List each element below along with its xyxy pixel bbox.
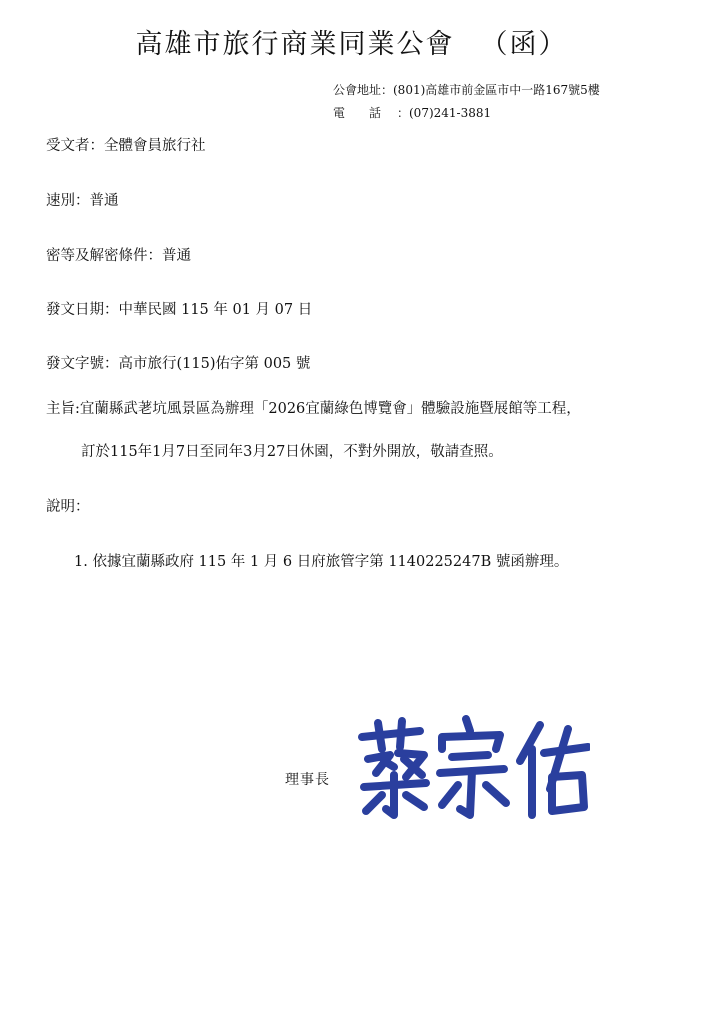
signature-image (354, 715, 590, 820)
phone-label: 電 話 (333, 106, 382, 120)
speed-line: 速別：普通 (46, 193, 119, 209)
signature-seal (354, 715, 590, 820)
explanation-item: 1. 依據宜蘭縣政府 115 年 1 月 6 日府旅管字第 1140225247B 號函辦理。 (74, 554, 569, 570)
org-phone (333, 104, 491, 121)
org-address: 公會地址：(801)高雄市前金區市中一路167號5樓 (333, 83, 600, 97)
recipient-line: 受文者：全體會員旅行社 (46, 138, 206, 154)
subject-line: 主旨:宜蘭縣武荖坑風景區為辦理「2026宜蘭綠色博覽會」體驗設施暨展館等工程， (46, 401, 581, 417)
secrecy-line: 密等及解密條件：普通 (46, 248, 191, 264)
phone-value: ：(07)241-3881 (397, 106, 492, 120)
subject-continuation: 訂於115年1月7日至同年3月27日休園，不對外開放，敬請查照。 (81, 444, 503, 460)
explanation-label: 說明： (46, 499, 90, 515)
signature-role: 理事長 (285, 772, 330, 788)
document-number-line: 發文字號：高市旅行(115)佑字第 005 號 (46, 356, 311, 372)
doc-type: （函） (480, 29, 568, 60)
org-title: 高雄市旅行商業同業公會 (135, 29, 455, 60)
issue-date-line: 發文日期：中華民國 115 年 01 月 07 日 (46, 302, 313, 318)
document-title (0, 22, 703, 61)
